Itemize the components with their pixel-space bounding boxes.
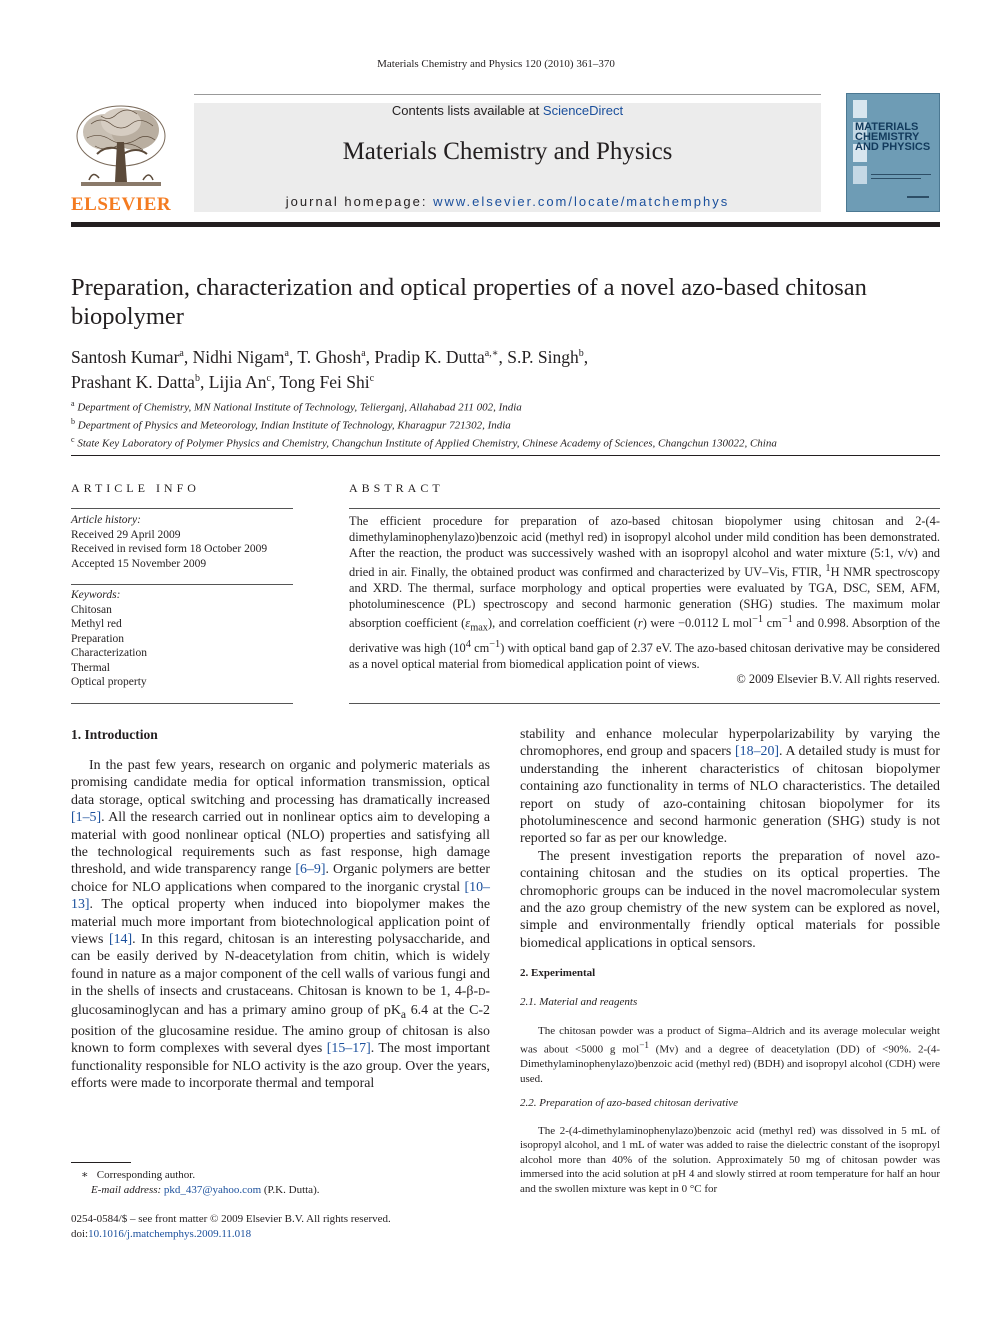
contents-prefix: Contents lists available at [391, 103, 543, 118]
history-revised: Received in revised form 18 October 2009 [71, 543, 268, 555]
author: S.P. Singh$^b$, [507, 346, 589, 367]
history-accepted: Accepted 15 November 2009 [71, 557, 207, 570]
banner-top-rule [194, 94, 821, 95]
affiliation: $^a$ Department of Chemistry, MN National Institute of Technology, Telierganj, Allahabad 211 002, India [71, 399, 522, 414]
elsevier-tree-icon [71, 102, 171, 194]
homepage-link[interactable]: www.elsevier.com/locate/matchemphys [433, 194, 730, 209]
footnote [71, 1168, 491, 1197]
materials-text: The chitosan powder was a product of Sigma–Aldrich and its average molecular weight was about <5000 g mol$^{-1}$ (Mv) and a degree of deacetylation (DD) of <90%. 2-(4-Dimethylaminophenylazo)benzoic acid (methyl red) (BDH) and isopropyl alcohol (CDH) were used. [520, 1025, 940, 1085]
keyword: Methyl red [71, 618, 122, 630]
abstract-heading: ABSTRACT [349, 481, 444, 495]
abstract-text: The efficient procedure for preparation of azo-based chitosan biopolymer using chitosan and 2-(4-dimethylaminophenylazo)benzoic acid (methyl red) in isopropyl alcohol under mild condition has been demonstrated. After the reaction, the product was successively washed with an isopropyl alcohol and water mixture (5:1, v/v) and dried in air. Finally, the obtained product was confirmed and characterized by UV–Vis, FTIR, $^1$H NMR spectroscopy and XRD. The thermal, surface morphology and optical properties were evaluated by TGA, DSC, SEM, AFM, photoluminescence (PL) spectroscopy and second harmonic generation (SHG) studies. The maximum molar absorption coefficient $(\varepsilon_{max})$, and correlation coefficient (r) were −0.0112 L mol$^{-1}$ $cm^{-1}$ and 0.998. Absorption of the derivative was high ($10^4$ $cm^{-1}$) with optical band gap of 2.37 eV. The azo-based chitosan derivative may be considered as a novel optical material from biomedical application point of views. [349, 514, 940, 671]
homepage-prefix: journal homepage: [285, 194, 434, 209]
introduction-text: In the past few years, research on organic and polymeric materials as promising candidate media for optical information transmission, optical data storage, optical switching and processing has dramatically increased [1–5]. All the research carried out in nonlinear optics aim to developing a material with good nonlinear optical (NLO) properties and satisfying all the technological requirements such as fast response, high damage threshold, and wide transparency range [6–9]. Organic polymers are better choice for NLO applications when compared to the inorganic crystal [10–13]. The optical property when induced into biopolymer makes the material much more important from biotechnological application point of views [14]. In this regard, chitosan is an interesting polysaccharide, and can be easily derived by N-deacetylation from chitin, which is widely found in nature as a major component of the cell walls of various fungi and in the shells of insects and crustaceans. Chitosan is known to be 1, 4-β-D-glucosaminoglycan and has a primary amino group of $pK_a$ 6.4 at the C-2 position of the glucosamine residue. The amino group of chitosan is also known to form complexes with several dyes [15–17]. The most important functionality responsible for NLO activity is the azo group. Over the years, efforts were made to incorporate thermal and temporal [71, 758, 490, 1092]
article-info-heading: ARTICLE INFO [71, 481, 200, 495]
citation-link[interactable]: [1–5] [71, 810, 102, 826]
author: Tong Fei Shi$^c$ [279, 371, 375, 392]
journal-name: Materials Chemistry and Physics [342, 138, 673, 165]
issn-line: 0254-0584/$ – see front matter © 2009 Elsevier B.V. All rights reserved. [71, 1213, 391, 1225]
header-rule [71, 222, 940, 227]
affiliations [71, 397, 940, 451]
section-rule [71, 455, 940, 456]
citation-link[interactable]: [15–17] [326, 1041, 371, 1057]
author: Pradip K. Dutta$^{a,∗}$, [374, 346, 508, 367]
keyword: Thermal [71, 661, 110, 674]
info-rule [71, 508, 293, 509]
abstract-rule [349, 703, 940, 704]
keywords [71, 588, 293, 690]
article-title: Preparation, characterization and optical properties of a novel azo-based chitosan biopolymer [71, 274, 867, 330]
corresponding-author: ∗ Corresponding author. [81, 1169, 196, 1181]
author: Nidhi Nigam$^a$, [192, 346, 298, 367]
citation-link[interactable]: [14] [108, 932, 133, 948]
article-history [71, 513, 293, 571]
keywords-label: Keywords: [71, 589, 121, 601]
preparation-text: The 2-(4-dimethylaminophenylazo)benzoic acid (methyl red) was dissolved in 5 mL of isopropyl alcohol, and 1 mL of water was added to raise the dielectric constant of the isopropyl alcohol more than 40% of the solution. Approximately 50 mg of chitosan powder was immersed into the acid solution at pH 4 and slowly stirred at room temperature for half an hour and the swollen mixture was kept in 0 °C for [520, 1125, 940, 1195]
front-matter [71, 1212, 501, 1242]
keyword: Characterization [71, 647, 147, 659]
elsevier-wordmark: ELSEVIER [71, 194, 172, 215]
author-list [71, 343, 940, 393]
sciencedirect-link[interactable]: ScienceDirect [542, 103, 624, 118]
keyword: Preparation [71, 632, 125, 645]
citation-link[interactable]: [18–20] [735, 744, 780, 760]
email-line: E-mail address: pkd_437@yahoo.com (P.K. Dutta). [91, 1183, 320, 1196]
doi-link[interactable]: 10.1016/j.matchemphys.2009.11.018 [88, 1228, 252, 1240]
author: Prashant K. Datta$^b$, [71, 371, 209, 392]
preparation-subheading: 2.2. Preparation of azo-based chitosan derivative [520, 1097, 739, 1109]
introduction-text-continued: stability and enhance molecular hyperpolarizability by varying the chromophores, end group and spacers [18–20]. A detailed study is must for understanding the inherent characteristics of chitosan biopolymer containing azo functionality in terms of NLO characteristics. The detailed report on study of azo-containing chitosan biopolymer for its photoluminescence and second harmonic generation (SHG) study is not reported so far as per our knowledge. The present investigation reports the preparation of novel azo-containing chitosan and the studies on its optical properties. The chromophoric groups can be induced in the novel macromolecular system and the azo group chemistry of the new system can be explored as novel, simple and environmentally friendly optical materials for possible biomedical applications in optical sensors. [520, 727, 940, 951]
contents-line [194, 103, 821, 118]
journal-homepage [194, 194, 821, 209]
affiliation: $^b$ Department of Physics and Meteorology, Indian Institute of Technology, Kharagpur 721302, India [71, 417, 511, 432]
history-received: Received 29 April 2009 [71, 528, 181, 541]
info-rule [71, 703, 293, 704]
email-link[interactable]: pkd_437@yahoo.com [163, 1183, 262, 1196]
citation-link[interactable]: [6–9] [295, 862, 326, 878]
running-head: Materials Chemistry and Physics 120 (2010) 361–370 [377, 58, 615, 70]
citation-link[interactable]: [10–13] [71, 879, 490, 913]
experimental-heading: 2. Experimental [520, 967, 596, 979]
info-rule [71, 584, 293, 585]
journal-cover-thumbnail [846, 93, 940, 212]
cover-title: MATERIALS CHEMISTRY AND PHYSICS [855, 121, 931, 153]
footnote-rule [71, 1162, 131, 1163]
author: Santosh Kumar$^a$, [71, 346, 193, 367]
affiliation: $^c$ State Key Laboratory of Polymer Physics and Chemistry, Changchun Institute of Applied Chemistry, Chinese Academy of Sciences, Changchun 130022, China [71, 435, 777, 450]
author: Lijia An$^c$, [208, 371, 280, 392]
materials-subheading: 2.1. Material and reagents [520, 996, 638, 1008]
doi-line: doi:10.1016/j.matchemphys.2009.11.018 [71, 1228, 252, 1240]
introduction-heading: 1. Introduction [71, 727, 158, 742]
history-label: Article history: [71, 514, 141, 526]
author: T. Ghosh$^a$, [297, 346, 375, 367]
keyword: Chitosan [71, 603, 112, 616]
keyword: Optical property [71, 676, 147, 688]
abstract-copyright: © 2009 Elsevier B.V. All rights reserved. [736, 672, 940, 686]
abstract-rule [349, 508, 940, 509]
